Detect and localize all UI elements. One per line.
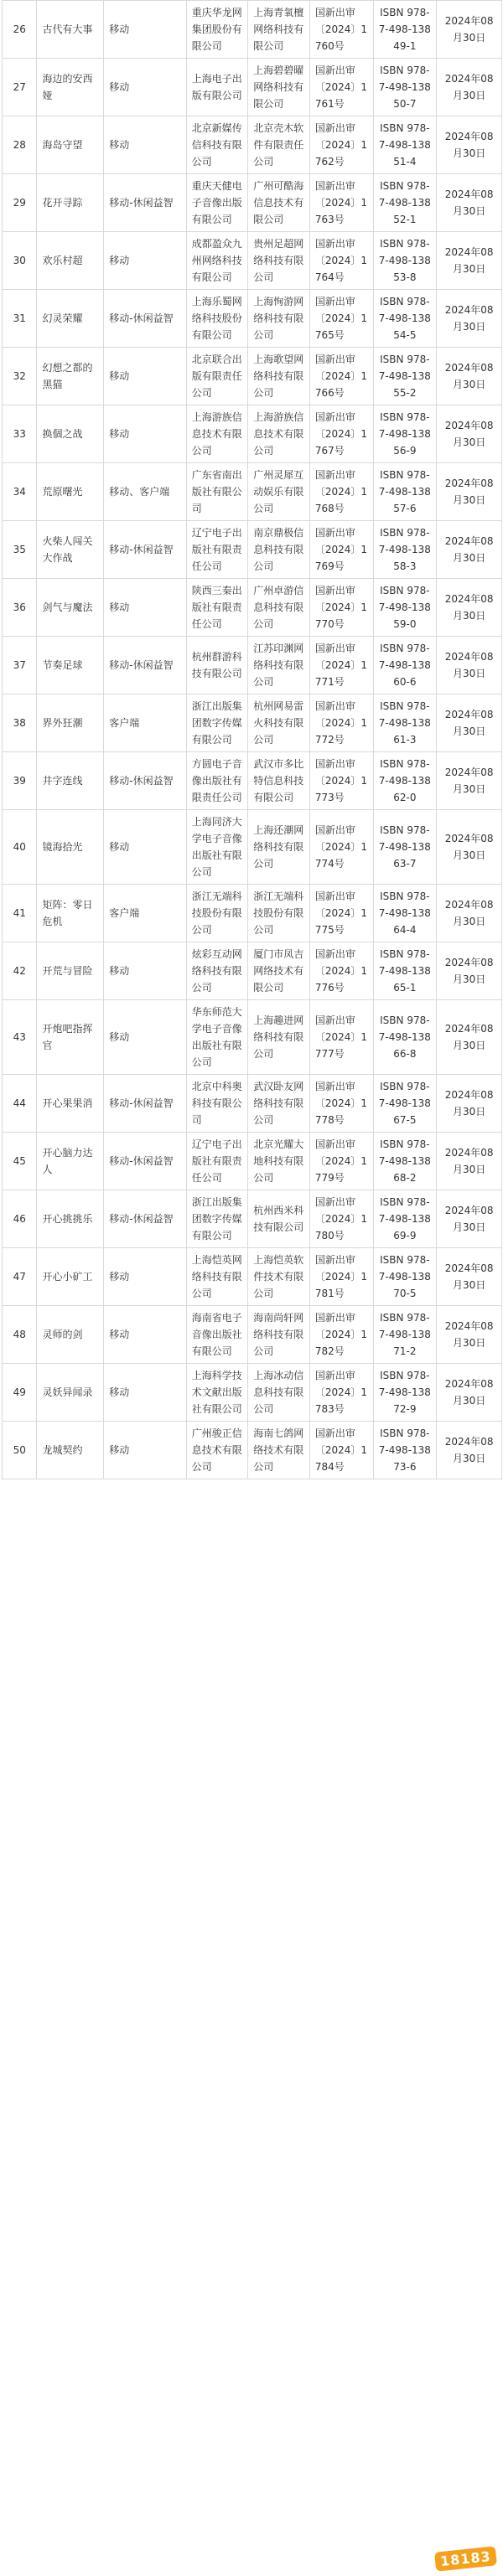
game-name-cell: 龙城契约	[37, 1422, 104, 1479]
publisher-cell: 北京联合出版有限责任公司	[186, 348, 248, 405]
row-number: 40	[3, 810, 37, 885]
isbn-cell: ISBN 978-7-498-13872-9	[373, 1364, 437, 1422]
row-number: 36	[3, 579, 37, 637]
publisher-cell: 北京中科奥科技有限公司	[186, 1075, 248, 1133]
table-row	[3, 521, 502, 579]
game-type-cell: 移动	[104, 1364, 186, 1422]
operator-cell: 上海恂游网络科技有限公司	[248, 290, 310, 348]
game-type-cell: 移动	[104, 116, 186, 174]
game-name-cell: 剑气与魔法	[37, 579, 104, 637]
operator-cell: 广州灵犀互动娱乐有限公司	[248, 463, 310, 521]
game-type-cell: 移动-休闲益智	[104, 290, 186, 348]
isbn-cell: ISBN 978-7-498-13856-9	[373, 405, 437, 463]
publisher-cell: 炫彩互动网络科技有限公司	[186, 942, 248, 1000]
publisher-cell: 上海同济大学电子音像出版社有限公司	[186, 810, 248, 885]
game-type-cell: 移动	[104, 1000, 186, 1075]
row-number: 50	[3, 1422, 37, 1479]
publisher-cell: 上海游族信息技术有限公司	[186, 405, 248, 463]
approval-date-cell: 2024年08月30日	[437, 694, 502, 752]
publisher-cell: 辽宁电子出版社有限责任公司	[186, 1133, 248, 1190]
game-approval-table	[2, 0, 502, 1479]
table-row	[3, 405, 502, 463]
row-number: 42	[3, 942, 37, 1000]
publisher-cell: 广州骏正信息技术有限公司	[186, 1422, 248, 1479]
isbn-cell: ISBN 978-7-498-13869-9	[373, 1190, 437, 1248]
publisher-cell: 海南省电子音像出版社有限公司	[186, 1306, 248, 1364]
game-type-cell: 移动-休闲益智	[104, 521, 186, 579]
approval-date-cell: 2024年08月30日	[437, 405, 502, 463]
approval-date-cell: 2024年08月30日	[437, 579, 502, 637]
isbn-cell: ISBN 978-7-498-13860-6	[373, 637, 437, 694]
game-name-cell: 界外狂潮	[37, 694, 104, 752]
operator-cell: 海南七鸽网络技术有限公司	[248, 1422, 310, 1479]
operator-cell: 浙江无端科技股份有限公司	[248, 885, 310, 942]
game-name-cell: 开荒与冒险	[37, 942, 104, 1000]
game-name-cell: 换個之战	[37, 405, 104, 463]
isbn-cell: ISBN 978-7-498-13852-1	[373, 174, 437, 232]
publisher-cell: 浙江无端科技股份有限公司	[186, 885, 248, 942]
isbn-cell: ISBN 978-7-498-13864-4	[373, 885, 437, 942]
game-type-cell: 客户端	[104, 885, 186, 942]
approval-number-cell: 国新出审〔2024〕1783号	[309, 1364, 373, 1422]
game-name-cell: 开心小矿工	[37, 1248, 104, 1306]
isbn-cell: ISBN 978-7-498-13854-5	[373, 290, 437, 348]
approval-date-cell: 2024年08月30日	[437, 1364, 502, 1422]
approval-number-cell: 国新出审〔2024〕1767号	[309, 405, 373, 463]
isbn-cell: ISBN 978-7-498-13861-3	[373, 694, 437, 752]
publisher-cell: 杭州群游科技有限公司	[186, 637, 248, 694]
table-row	[3, 348, 502, 405]
table-row	[3, 579, 502, 637]
game-name-cell: 花开寻踪	[37, 174, 104, 232]
row-number: 41	[3, 885, 37, 942]
publisher-cell: 成都盈众九州网络科技有限公司	[186, 232, 248, 290]
game-name-cell: 井字连线	[37, 752, 104, 810]
isbn-cell: ISBN 978-7-498-13853-8	[373, 232, 437, 290]
table-body	[3, 1, 502, 1479]
isbn-cell: ISBN 978-7-498-13851-4	[373, 116, 437, 174]
watermark-text: 18183	[438, 2548, 492, 2569]
game-name-cell: 火柴人闯关大作战	[37, 521, 104, 579]
approval-date-cell: 2024年08月30日	[437, 348, 502, 405]
operator-cell: 武汉市多比特信息科技有限公司	[248, 752, 310, 810]
row-number: 37	[3, 637, 37, 694]
operator-cell: 海南尚轩网络科技有限公司	[248, 1306, 310, 1364]
approval-number-cell: 国新出审〔2024〕1760号	[309, 1, 373, 59]
approval-date-cell: 2024年08月30日	[437, 942, 502, 1000]
approval-number-cell: 国新出审〔2024〕1764号	[309, 232, 373, 290]
approval-date-cell: 2024年08月30日	[437, 1190, 502, 1248]
approval-number-cell: 国新出审〔2024〕1762号	[309, 116, 373, 174]
publisher-cell: 重庆华龙网集团股份有限公司	[186, 1, 248, 59]
table-row	[3, 116, 502, 174]
publisher-cell: 华东师范大学电子音像出版社有限公司	[186, 1000, 248, 1075]
game-name-cell: 荒原曙光	[37, 463, 104, 521]
game-type-cell: 移动	[104, 942, 186, 1000]
row-number: 48	[3, 1306, 37, 1364]
publisher-cell: 辽宁电子出版社有限责任公司	[186, 521, 248, 579]
game-type-cell: 移动-休闲益智	[104, 637, 186, 694]
row-number: 38	[3, 694, 37, 752]
isbn-cell: ISBN 978-7-498-13849-1	[373, 1, 437, 59]
isbn-cell: ISBN 978-7-498-13873-6	[373, 1422, 437, 1479]
approval-date-cell: 2024年08月30日	[437, 232, 502, 290]
isbn-cell: ISBN 978-7-498-13867-5	[373, 1075, 437, 1133]
game-name-cell: 开心果果消	[37, 1075, 104, 1133]
game-name-cell: 开心挑挑乐	[37, 1190, 104, 1248]
approval-date-cell: 2024年08月30日	[437, 1422, 502, 1479]
isbn-cell: ISBN 978-7-498-13855-2	[373, 348, 437, 405]
game-name-cell: 欢乐村超	[37, 232, 104, 290]
approval-number-cell: 国新出审〔2024〕1761号	[309, 59, 373, 116]
table-row	[3, 174, 502, 232]
operator-cell: 上海游族信息技术有限公司	[248, 405, 310, 463]
operator-cell: 江苏印渊网络科技有限公司	[248, 637, 310, 694]
approval-date-cell: 2024年08月30日	[437, 174, 502, 232]
approval-number-cell: 国新出审〔2024〕1766号	[309, 348, 373, 405]
approval-date-cell: 2024年08月30日	[437, 1133, 502, 1190]
isbn-cell: ISBN 978-7-498-13863-7	[373, 810, 437, 885]
approval-number-cell: 国新出审〔2024〕1765号	[309, 290, 373, 348]
approval-date-cell: 2024年08月30日	[437, 752, 502, 810]
table-row	[3, 694, 502, 752]
operator-cell: 上海冰动信息科技有限公司	[248, 1364, 310, 1422]
row-number: 26	[3, 1, 37, 59]
game-type-cell: 移动	[104, 232, 186, 290]
table-row	[3, 59, 502, 116]
row-number: 45	[3, 1133, 37, 1190]
publisher-cell: 上海恺英网络科技有限公司	[186, 1248, 248, 1306]
publisher-cell: 陕西三秦出版社有限责任公司	[186, 579, 248, 637]
approval-date-cell: 2024年08月30日	[437, 885, 502, 942]
approval-number-cell: 国新出审〔2024〕1763号	[309, 174, 373, 232]
approval-number-cell: 国新出审〔2024〕1778号	[309, 1075, 373, 1133]
operator-cell: 广州可酷海信息技术有限公司	[248, 174, 310, 232]
row-number: 44	[3, 1075, 37, 1133]
game-type-cell: 移动	[104, 1, 186, 59]
table-row	[3, 1248, 502, 1306]
row-number: 27	[3, 59, 37, 116]
game-type-cell: 移动	[104, 810, 186, 885]
row-number: 43	[3, 1000, 37, 1075]
table-row	[3, 290, 502, 348]
table-row	[3, 942, 502, 1000]
game-type-cell: 移动-休闲益智	[104, 1190, 186, 1248]
publisher-cell: 方圆电子音像出版社有限责任公司	[186, 752, 248, 810]
row-number: 47	[3, 1248, 37, 1306]
approval-number-cell: 国新出审〔2024〕1784号	[309, 1422, 373, 1479]
approval-date-cell: 2024年08月30日	[437, 521, 502, 579]
game-type-cell: 移动	[104, 579, 186, 637]
approval-number-cell: 国新出审〔2024〕1782号	[309, 1306, 373, 1364]
table-row	[3, 1000, 502, 1075]
row-number: 49	[3, 1364, 37, 1422]
approval-number-cell: 国新出审〔2024〕1775号	[309, 885, 373, 942]
approval-date-cell: 2024年08月30日	[437, 1306, 502, 1364]
approval-number-cell: 国新出审〔2024〕1776号	[309, 942, 373, 1000]
game-type-cell: 移动	[104, 1422, 186, 1479]
approval-number-cell: 国新出审〔2024〕1779号	[309, 1133, 373, 1190]
game-type-cell: 移动	[104, 348, 186, 405]
isbn-cell: ISBN 978-7-498-13858-3	[373, 521, 437, 579]
operator-cell: 广州卓游信息科技有限公司	[248, 579, 310, 637]
game-name-cell: 幻灵荣耀	[37, 290, 104, 348]
publisher-cell: 上海电子出版有限公司	[186, 59, 248, 116]
approval-date-cell: 2024年08月30日	[437, 637, 502, 694]
game-name-cell: 镜海拾光	[37, 810, 104, 885]
row-number: 46	[3, 1190, 37, 1248]
approval-date-cell: 2024年08月30日	[437, 116, 502, 174]
game-type-cell: 移动	[104, 1306, 186, 1364]
game-name-cell: 节奏足球	[37, 637, 104, 694]
row-number: 31	[3, 290, 37, 348]
watermark-badge	[434, 2546, 497, 2571]
row-number: 39	[3, 752, 37, 810]
row-number: 29	[3, 174, 37, 232]
table-row	[3, 463, 502, 521]
approval-number-cell: 国新出审〔2024〕1780号	[309, 1190, 373, 1248]
isbn-cell: ISBN 978-7-498-13865-1	[373, 942, 437, 1000]
approval-number-cell: 国新出审〔2024〕1772号	[309, 694, 373, 752]
approval-date-cell: 2024年08月30日	[437, 1, 502, 59]
approval-number-cell: 国新出审〔2024〕1781号	[309, 1248, 373, 1306]
publisher-cell: 浙江出版集团数字传媒有限公司	[186, 1190, 248, 1248]
table-row	[3, 637, 502, 694]
operator-cell: 南京鼎极信息科技有限公司	[248, 521, 310, 579]
isbn-cell: ISBN 978-7-498-13850-7	[373, 59, 437, 116]
table-row	[3, 1364, 502, 1422]
game-type-cell: 移动-休闲益智	[104, 1075, 186, 1133]
approval-number-cell: 国新出审〔2024〕1777号	[309, 1000, 373, 1075]
game-type-cell: 移动	[104, 59, 186, 116]
approval-number-cell: 国新出审〔2024〕1771号	[309, 637, 373, 694]
operator-cell: 上海青氧檀网络科技有限公司	[248, 1, 310, 59]
table-row	[3, 1, 502, 59]
table-row	[3, 1133, 502, 1190]
operator-cell: 杭州西米科技有限公司	[248, 1190, 310, 1248]
approval-number-cell: 国新出审〔2024〕1770号	[309, 579, 373, 637]
operator-cell: 北京壳木软件有限责任公司	[248, 116, 310, 174]
game-name-cell: 海边的安西娅	[37, 59, 104, 116]
operator-cell: 上海还潮网络科技有限公司	[248, 810, 310, 885]
publisher-cell: 北京新媒传信科技有限公司	[186, 116, 248, 174]
operator-cell: 上海趣进网络科技有限公司	[248, 1000, 310, 1075]
row-number: 34	[3, 463, 37, 521]
operator-cell: 贵州足超网络科技有限公司	[248, 232, 310, 290]
isbn-cell: ISBN 978-7-498-13870-5	[373, 1248, 437, 1306]
game-name-cell: 灵师的剑	[37, 1306, 104, 1364]
publisher-cell: 浙江出版集团数字传媒有限公司	[186, 694, 248, 752]
approval-date-cell: 2024年08月30日	[437, 1248, 502, 1306]
game-type-cell: 移动	[104, 405, 186, 463]
approval-number-cell: 国新出审〔2024〕1769号	[309, 521, 373, 579]
approval-date-cell: 2024年08月30日	[437, 1000, 502, 1075]
table-row	[3, 1422, 502, 1479]
operator-cell: 北京光耀大地科技有限公司	[248, 1133, 310, 1190]
game-name-cell: 古代有大事	[37, 1, 104, 59]
operator-cell: 上海碧碧曜网络科技有限公司	[248, 59, 310, 116]
game-type-cell: 移动-休闲益智	[104, 174, 186, 232]
operator-cell: 上海恺英软件技术有限公司	[248, 1248, 310, 1306]
site-watermark-logo	[434, 2546, 496, 2571]
publisher-cell: 广东省南出版社有限公司	[186, 463, 248, 521]
operator-cell: 武汉卧友网络科技有限公司	[248, 1075, 310, 1133]
game-name-cell: 海岛守望	[37, 116, 104, 174]
isbn-cell: ISBN 978-7-498-13862-0	[373, 752, 437, 810]
row-number: 35	[3, 521, 37, 579]
table-row	[3, 752, 502, 810]
approval-date-cell: 2024年08月30日	[437, 810, 502, 885]
game-type-cell: 移动-休闲益智	[104, 752, 186, 810]
approval-date-cell: 2024年08月30日	[437, 463, 502, 521]
operator-cell: 厦门市凤吉网络技术有限公司	[248, 942, 310, 1000]
isbn-cell: ISBN 978-7-498-13871-2	[373, 1306, 437, 1364]
game-type-cell: 移动-休闲益智	[104, 1133, 186, 1190]
table-row	[3, 1190, 502, 1248]
game-name-cell: 灵妖异闻录	[37, 1364, 104, 1422]
operator-cell: 上海歌望网络科技有限公司	[248, 348, 310, 405]
publisher-cell: 上海乐蜀网络科技股份有限公司	[186, 290, 248, 348]
game-type-cell: 客户端	[104, 694, 186, 752]
table-row	[3, 1306, 502, 1364]
table-row	[3, 885, 502, 942]
approval-number-cell: 国新出审〔2024〕1768号	[309, 463, 373, 521]
isbn-cell: ISBN 978-7-498-13868-2	[373, 1133, 437, 1190]
publisher-cell: 上海科学技术文献出版社有限公司	[186, 1364, 248, 1422]
operator-cell: 杭州网易雷火科技有限公司	[248, 694, 310, 752]
approval-number-cell: 国新出审〔2024〕1773号	[309, 752, 373, 810]
game-type-cell: 移动、客户端	[104, 463, 186, 521]
game-name-cell: 开心脑力达人	[37, 1133, 104, 1190]
game-name-cell: 开炮吧指挥官	[37, 1000, 104, 1075]
approval-date-cell: 2024年08月30日	[437, 1075, 502, 1133]
row-number: 28	[3, 116, 37, 174]
approval-number-cell: 国新出审〔2024〕1774号	[309, 810, 373, 885]
table-row	[3, 810, 502, 885]
isbn-cell: ISBN 978-7-498-13857-6	[373, 463, 437, 521]
approval-date-cell: 2024年08月30日	[437, 290, 502, 348]
row-number: 32	[3, 348, 37, 405]
table-row	[3, 232, 502, 290]
game-type-cell: 移动	[104, 1248, 186, 1306]
isbn-cell: ISBN 978-7-498-13859-0	[373, 579, 437, 637]
row-number: 30	[3, 232, 37, 290]
approval-date-cell: 2024年08月30日	[437, 59, 502, 116]
row-number: 33	[3, 405, 37, 463]
game-name-cell: 幻想之都的黑猫	[37, 348, 104, 405]
game-name-cell: 矩阵：零日危机	[37, 885, 104, 942]
publisher-cell: 重庆天健电子音像出版有限公司	[186, 174, 248, 232]
isbn-cell: ISBN 978-7-498-13866-8	[373, 1000, 437, 1075]
table-row	[3, 1075, 502, 1133]
